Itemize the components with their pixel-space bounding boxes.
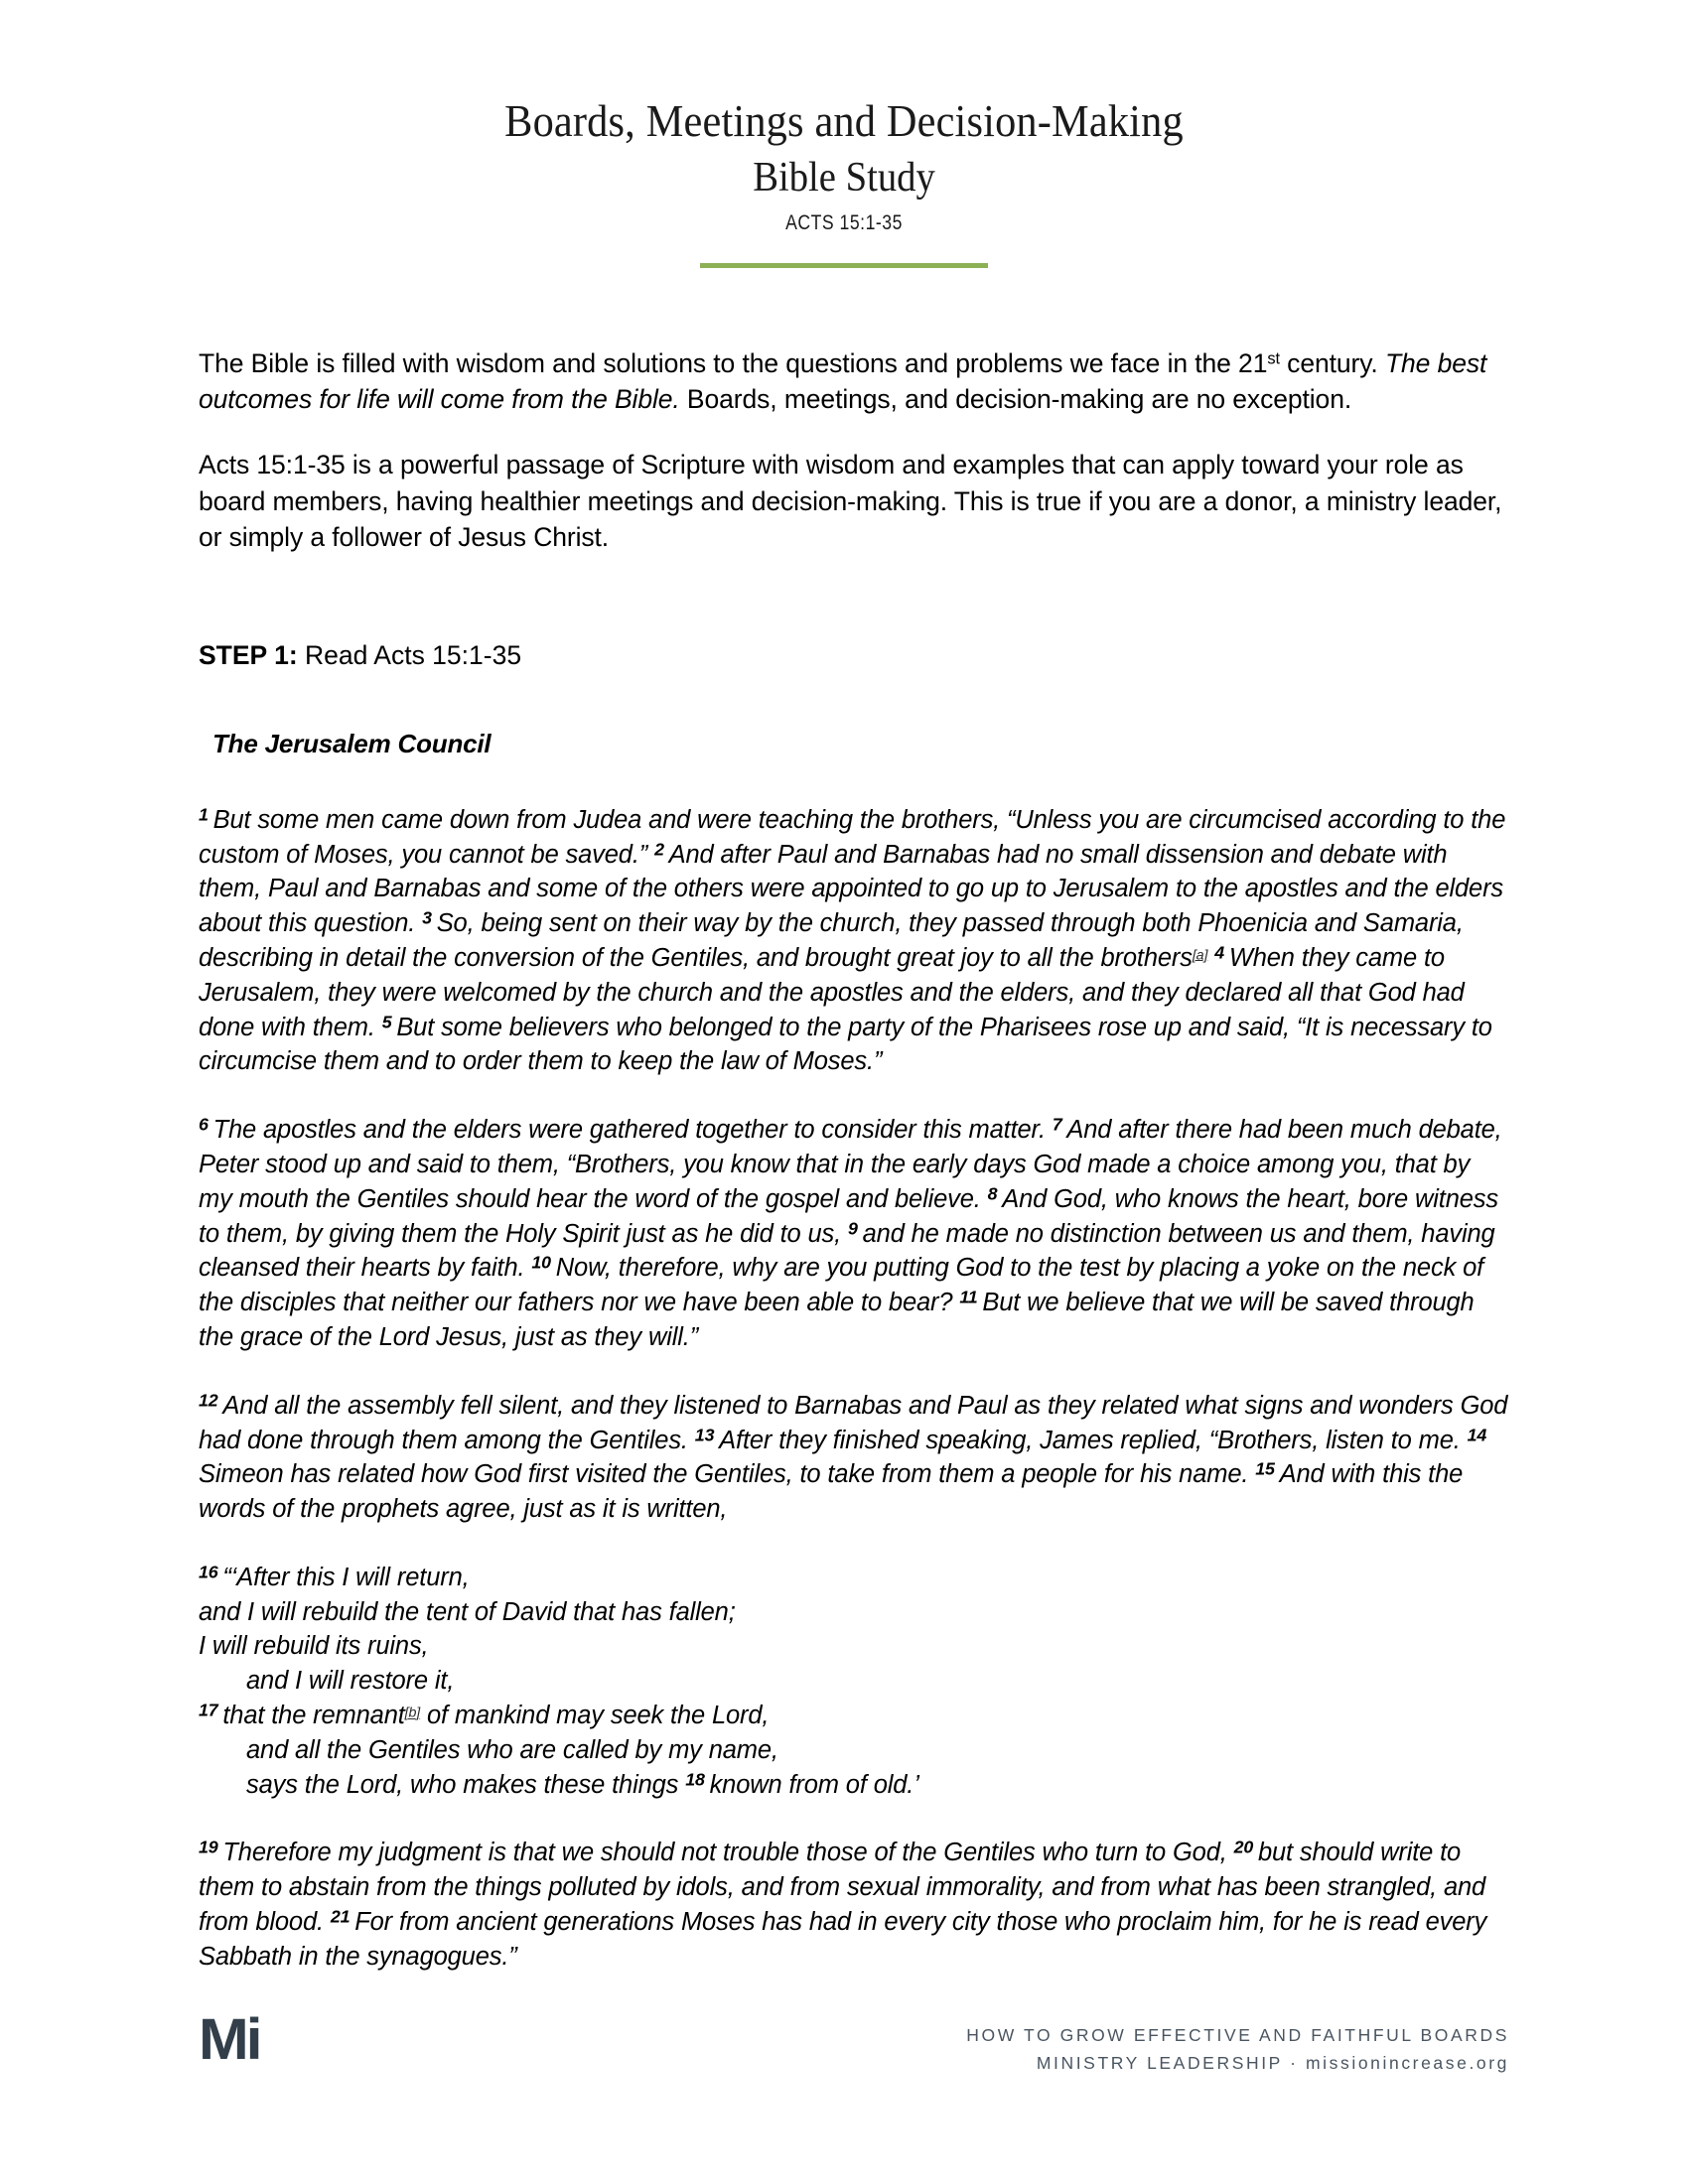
verse-number: 10 xyxy=(531,1252,556,1273)
verse-number: 13 xyxy=(694,1425,720,1445)
scripture-text: The apostles and the elders were gathered together to consider this matter. xyxy=(212,1116,1053,1145)
intro-p1-part-a: The Bible is filled with wisdom and solutions to the questions and problems we face in the 21 xyxy=(199,347,1268,378)
poetry-line xyxy=(199,1733,1509,1768)
document-header xyxy=(0,0,1688,268)
scripture-reference: ACTS 15:1-35 xyxy=(785,210,903,234)
scripture-text: and he made no distinction between us and them, having cleansed their hearts by faith. xyxy=(199,1219,1495,1283)
green-divider xyxy=(700,263,988,268)
intro-p1-part-c: Boards, meetings, and decision-making are no exception. xyxy=(679,384,1352,415)
scripture-text: but should write to them to abstain from the things polluted by idols, and from sexual immorality, and from what has been strangled, and from blood. xyxy=(199,1839,1486,1937)
intro-paragraph-1 xyxy=(199,345,1509,418)
verse-number: 20 xyxy=(1233,1837,1258,1857)
scripture-text: And after there had been much debate, Peter stood up and said to them, “Brothers, you know that in the early days God made a choice among you, that by my mouth the Gentiles should hear the word of the gospel and believe. xyxy=(199,1116,1502,1213)
scripture-paragraph xyxy=(199,1113,1509,1355)
scripture-text: But some believers who belonged to the party of the Pharisees rose up and said, “It is necessary to circumcise them and to order them to keep the law of Moses.” xyxy=(199,1013,1492,1076)
page-subtitle: Bible Study xyxy=(753,155,935,202)
verse-number: 1 xyxy=(199,804,213,825)
scripture-paragraph xyxy=(199,1836,1509,1974)
poetry-line xyxy=(199,1768,1509,1803)
scripture-text: known from of old.’ xyxy=(709,1770,919,1799)
scripture-text: “‘After this I will return, xyxy=(222,1563,470,1591)
verse-number: 14 xyxy=(1467,1425,1487,1445)
verse-number: 2 xyxy=(654,839,669,860)
scripture-text: and I will rebuild the tent of David that has fallen; xyxy=(199,1597,736,1626)
scripture-text: And with this the words of the prophets agree, just as it is written, xyxy=(199,1460,1464,1524)
step-text: Read Acts 15:1-35 xyxy=(297,640,522,671)
scripture-text: of mankind may seek the Lord, xyxy=(420,1702,770,1730)
divider-wrapper xyxy=(0,263,1688,268)
verse-number: 17 xyxy=(199,1700,223,1720)
scripture-body xyxy=(199,803,1509,1975)
verse-number: 5 xyxy=(381,1012,397,1032)
scripture-text: And after Paul and Barnabas had no small dissension and debate with them, Paul and Barnabas and some of the others were appointed to go up to Jerusalem to the apostles and the elders about this question. xyxy=(199,840,1504,938)
poetry-line xyxy=(199,1664,1509,1699)
verse-number: 21 xyxy=(330,1906,355,1927)
verse-number: 7 xyxy=(1052,1114,1067,1135)
scripture-text: Therefore my judgment is that we should not trouble those of the Gentiles who turn to God, xyxy=(222,1839,1234,1867)
step-heading xyxy=(199,638,1509,672)
verse-number: 16 xyxy=(199,1562,223,1582)
scripture-text: But some men came down from Judea and were teaching the brothers, “Unless you are circumcised according to the custom of Moses, you cannot be saved.” xyxy=(199,805,1506,869)
page-title: Boards, Meetings and Decision-Making xyxy=(504,95,1184,146)
intro-p1-emphasis: The best outcomes for life will come from the Bible. xyxy=(199,347,1487,415)
scripture-text: and all the Gentiles who are called by my name, xyxy=(246,1735,778,1764)
verse-number: 3 xyxy=(422,907,437,928)
intro-p1-part-b: century. xyxy=(1279,347,1385,378)
intro-paragraph-2: Acts 15:1-35 is a powerful passage of Scripture with wisdom and examples that can apply toward your role as board members, having healthier meetings and decision-making. This is true if you are a donor, a ministry leader, or simply a follower of Jesus Christ. xyxy=(199,450,1502,553)
poetry-line xyxy=(199,1595,1509,1630)
step-label: STEP 1: xyxy=(199,640,298,671)
passage-title: The Jerusalem Council xyxy=(212,728,492,758)
mission-increase-logo: Mi xyxy=(199,2007,260,2072)
footer-tagline xyxy=(966,2015,1509,2078)
poetry-line xyxy=(199,1699,1509,1733)
scripture-text: When they came to Jerusalem, they were welcomed by the church and the apostles and the elders, and they declared all that God had done with them. xyxy=(199,943,1465,1041)
verse-number: 9 xyxy=(848,1218,863,1239)
scripture-paragraph xyxy=(199,803,1509,1079)
scripture-text: For from ancient generations Moses has had in every city those who proclaim him, for he is read every Sabbath in the synagogues.” xyxy=(199,1908,1487,1971)
verse-number: 11 xyxy=(959,1287,983,1307)
scripture-text: Simeon has related how God first visited the Gentiles, to take from them a people for his name. xyxy=(199,1460,1256,1489)
scripture-text: and I will restore it, xyxy=(246,1667,455,1696)
scripture-text: And God, who knows the heart, bore witness to them, by giving them the Holy Spirit just as he did to us, xyxy=(199,1184,1498,1248)
scripture-text: says the Lord, who makes these things xyxy=(246,1770,686,1799)
footnote-marker[interactable]: [b] xyxy=(404,1705,421,1721)
document-footer xyxy=(0,2007,1688,2101)
document-content xyxy=(0,345,1688,1975)
scripture-text: But we believe that we will be saved through the grace of the Lord Jesus, just as they will.” xyxy=(199,1289,1475,1351)
scripture-paragraph xyxy=(199,1389,1509,1527)
scripture-text: I will rebuild its ruins, xyxy=(199,1632,429,1661)
verse-number: 12 xyxy=(199,1390,223,1411)
verse-number: 4 xyxy=(1214,942,1229,963)
verse-number: 18 xyxy=(685,1769,710,1790)
scripture-text: Now, therefore, why are you putting God to the test by placing a yoke on the neck of the disciples that neither our fathers nor we have been able to bear? xyxy=(199,1254,1484,1317)
verse-number: 15 xyxy=(1255,1458,1280,1479)
verse-number: 6 xyxy=(199,1114,213,1135)
footer-line-2: MINISTRY LEADERSHIP · missionincrease.org xyxy=(1036,2053,1509,2074)
footer-line-1: HOW TO GROW EFFECTIVE AND FAITHFUL BOARDS xyxy=(966,2025,1509,2045)
scripture-text: And all the assembly fell silent, and they listened to Barnabas and Paul as they related what signs and wonders God had done through them among the Gentiles. xyxy=(199,1391,1508,1454)
scripture-text: that the remnant xyxy=(222,1702,405,1730)
verse-number: 19 xyxy=(199,1837,223,1857)
verse-number: 8 xyxy=(987,1183,1003,1204)
poetry-line xyxy=(199,1561,1509,1595)
ordinal-suffix: st xyxy=(1267,349,1280,368)
poetry-line xyxy=(199,1629,1509,1664)
scripture-text: After they finished speaking, James replied, “Brothers, listen to me. xyxy=(719,1426,1468,1454)
scripture-text: So, being sent on their way by the church, they passed through both Phoenicia and Samaria, describing in detail the conversion of the Gentiles, and brought great joy to all the brothers xyxy=(199,909,1464,972)
scripture-poetry-block xyxy=(199,1561,1509,1803)
footnote-marker[interactable]: [a] xyxy=(1192,947,1208,964)
intro-section xyxy=(199,345,1509,555)
